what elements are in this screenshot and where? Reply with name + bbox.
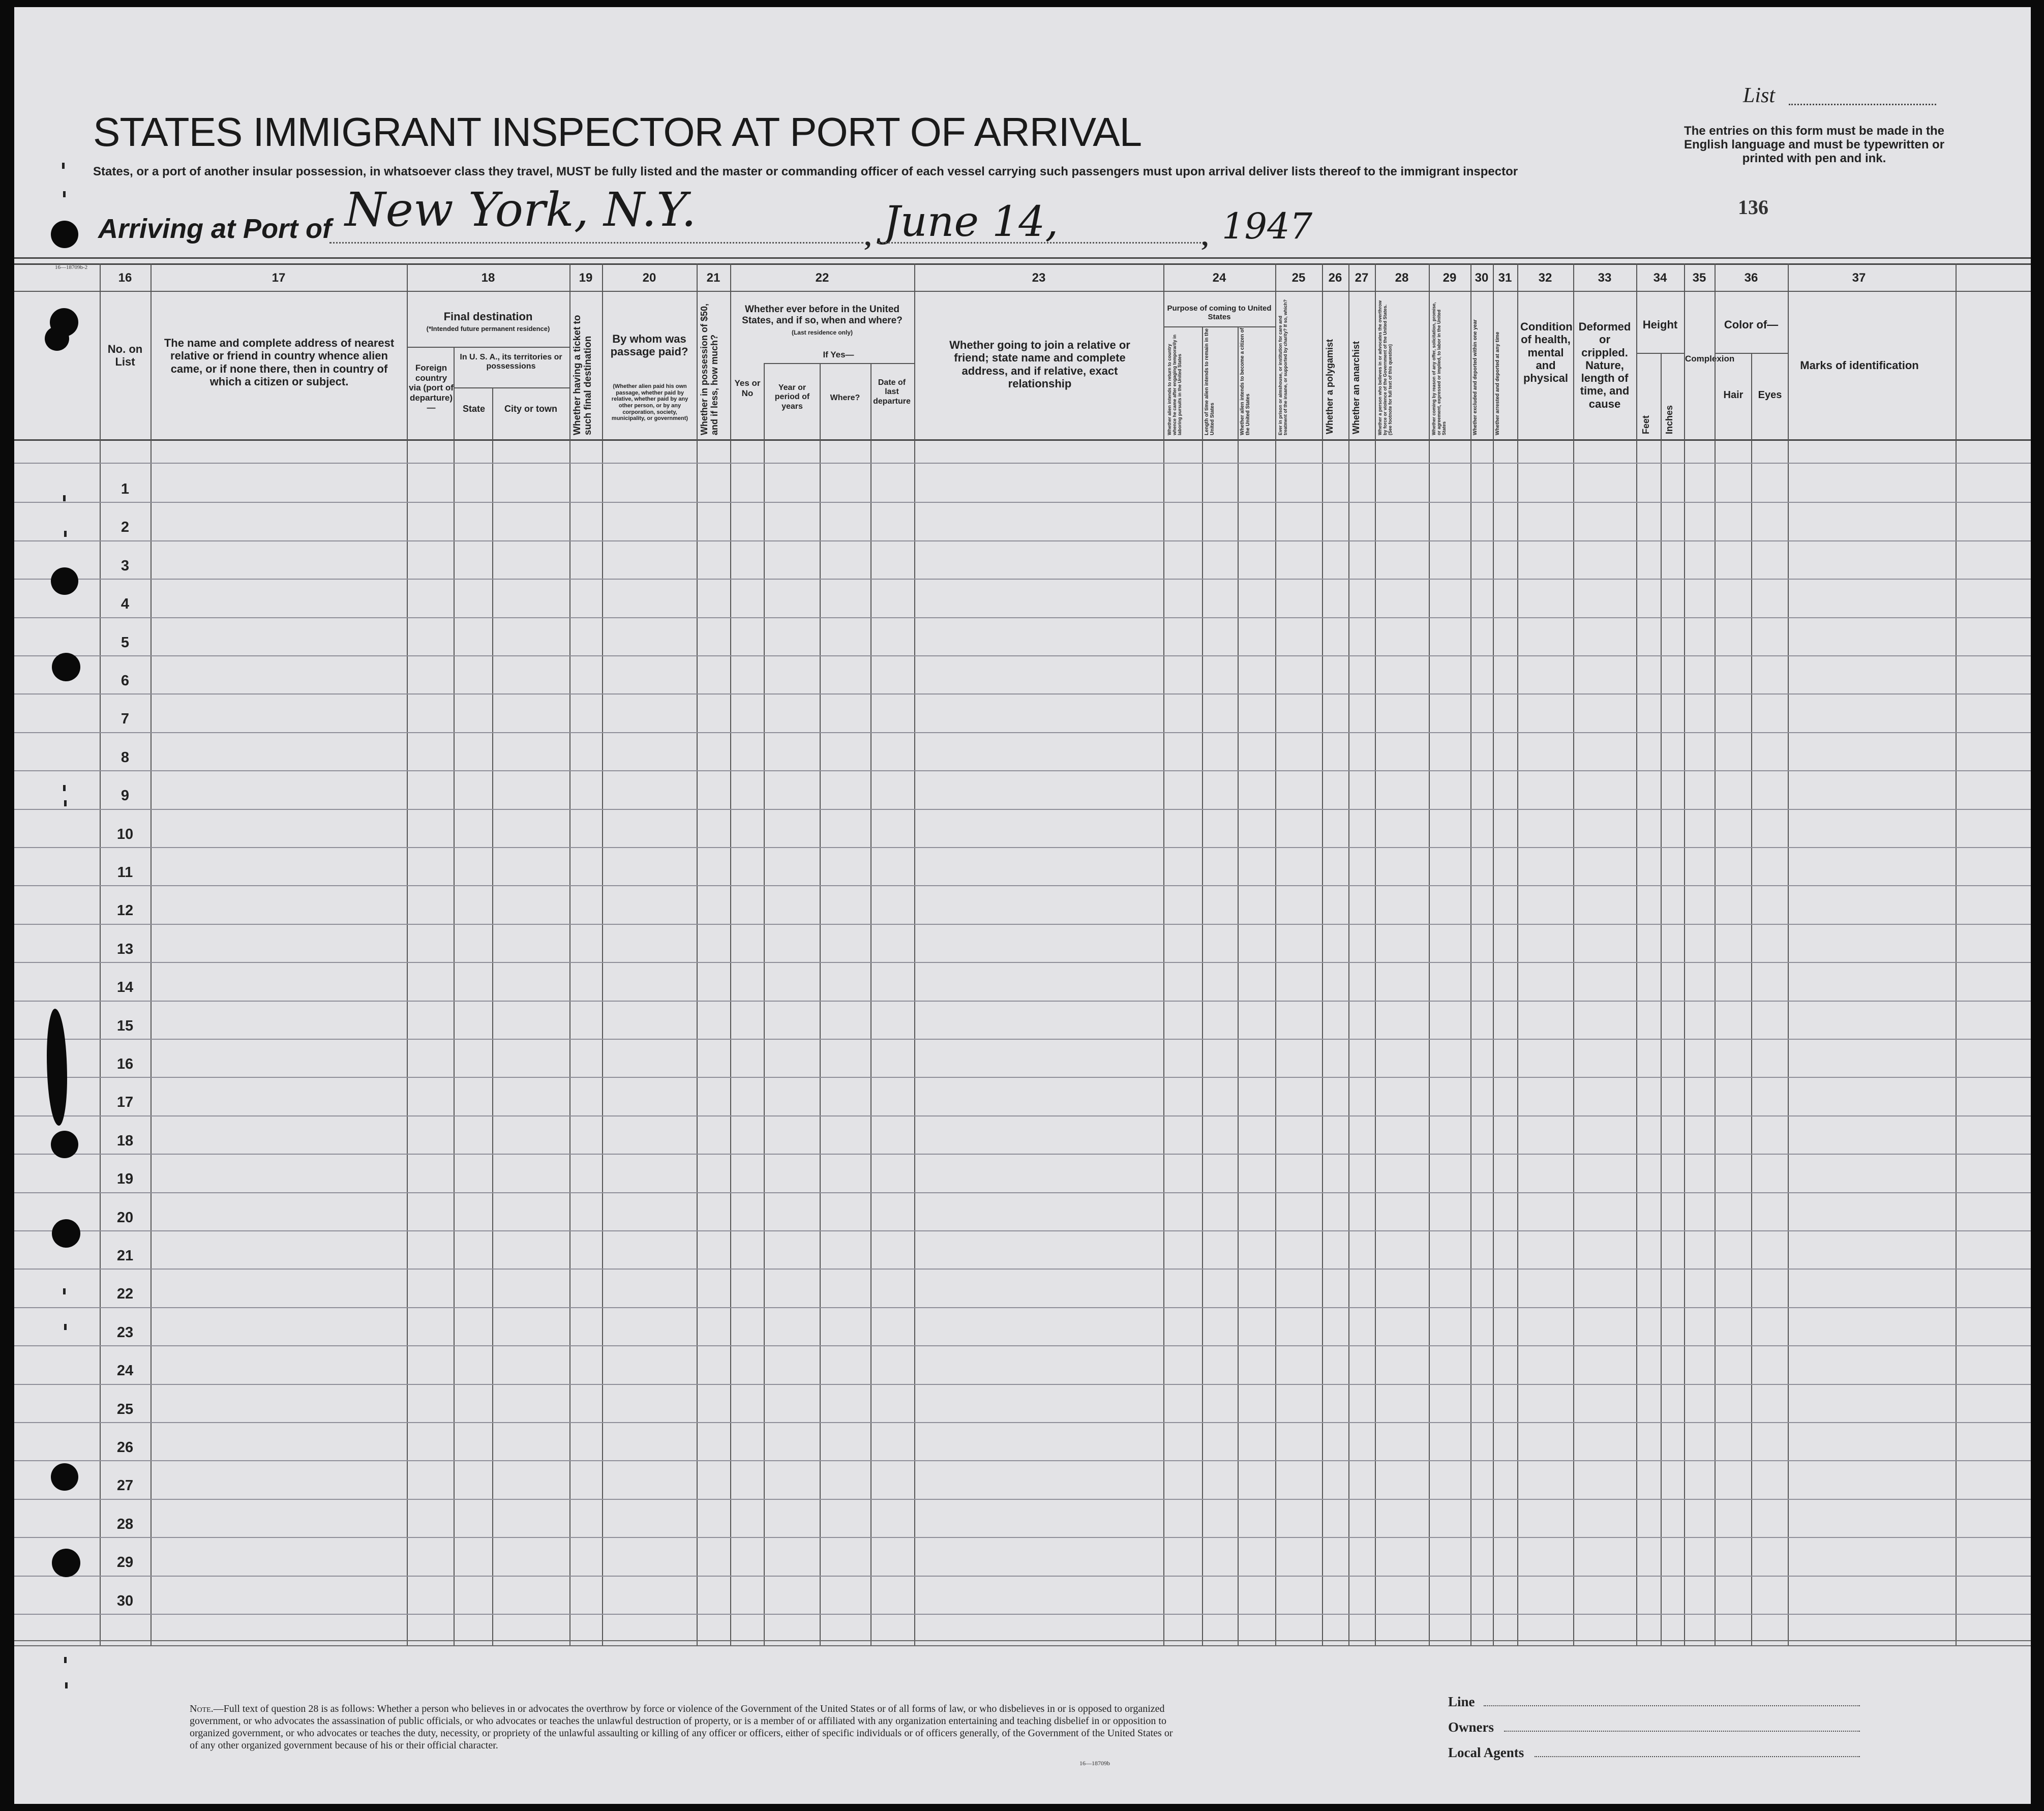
header-possession-50: Whether in possession of $50, and if less, how much? [699, 303, 719, 435]
row-number: 14 [116, 979, 134, 996]
row-number: 26 [116, 1439, 134, 1456]
row-line [14, 962, 2031, 963]
vline-32 [1517, 263, 1518, 1645]
date-field-line [879, 242, 1204, 244]
column-number-18: 18 [481, 271, 495, 285]
comma-separator-2: , [1201, 221, 1209, 252]
header-arrested-deported: Whether arrested and deported at any time [1495, 331, 1500, 435]
header-last-departure: Date of last departure [873, 378, 911, 406]
header-passage-paid-sub: (Whether alien paid his own passage, whether paid by relative, whether paid by any other person, or by any corporation, society, municipality, or government) [611, 383, 688, 422]
column-number-rule [14, 291, 2031, 292]
owners-field [1504, 1731, 1860, 1732]
header-purpose-length: Length of time alien intends to remain in the United States [1204, 328, 1215, 435]
edge-mark [62, 163, 65, 169]
row-line [14, 540, 2031, 541]
rule-24-sub [1163, 326, 1275, 327]
vline-20 [602, 263, 603, 1645]
edge-mark [63, 495, 66, 501]
vline-25 [1275, 263, 1276, 1645]
vline-28 [1375, 263, 1376, 1645]
row-line [14, 1230, 2031, 1231]
row-line [14, 847, 2031, 848]
row-number: 28 [116, 1516, 134, 1532]
edge-mark [64, 1657, 67, 1663]
rule-34-sub [1636, 353, 1684, 354]
vline-23 [914, 263, 915, 1645]
line-label: Line [1448, 1694, 1475, 1709]
vline-19 [569, 263, 570, 1645]
header-labor-offer: Whether coming by reason of any offer, solicitation, promise, or agreement, expressed or implied, to labor in the United States [1431, 302, 1447, 435]
row-line [14, 1269, 2031, 1270]
row-number: 29 [116, 1554, 134, 1571]
column-number-34: 34 [1653, 271, 1667, 285]
owners-label: Owners [1448, 1719, 1494, 1735]
column-number-33: 33 [1598, 271, 1612, 285]
header-no-on-list: No. on List [107, 343, 143, 369]
row-number: 7 [121, 711, 130, 728]
row-number: 2 [121, 519, 130, 536]
list-field-line [1789, 104, 1936, 105]
vline-29 [1429, 263, 1430, 1645]
vline-18b [492, 387, 493, 1645]
edge-mark [64, 1324, 67, 1330]
row-number: 13 [116, 941, 134, 957]
form-code-bottom: 16—18709b [1079, 1760, 1110, 1767]
binder-hole [52, 653, 80, 681]
header-in-usa: In U. S. A., its territories or possessions [460, 353, 562, 371]
column-number-21: 21 [706, 271, 720, 285]
edge-mark [64, 531, 67, 537]
row-line [14, 1001, 2031, 1002]
row-number: 12 [116, 902, 134, 919]
header-identification-marks: Marks of identification [1800, 359, 1919, 372]
column-number-35: 35 [1692, 271, 1706, 285]
column-number-28: 28 [1395, 271, 1409, 285]
comma-separator: , [864, 221, 871, 252]
column-number-24: 24 [1212, 271, 1226, 285]
row-number: 24 [116, 1363, 134, 1379]
header-ticket: Whether having a ticket to such final destination [572, 315, 593, 435]
row-number: 6 [121, 673, 130, 689]
edge-mark [64, 800, 67, 806]
row-line [14, 693, 2031, 695]
paper-tear [47, 1009, 67, 1126]
row-number: 1 [121, 481, 130, 497]
row-line [14, 1537, 2031, 1538]
edge-mark [63, 191, 66, 197]
header-where: Where? [830, 394, 860, 402]
note-text: —Full text of question 28 is as follows: Whether a person who believes in or advocates the overthrow by force or violence of the Government of the United States or of all forms of law, or who disbelieves in or is opposed to organized government, or who advocates the assassination of public officials, or who advocates or teaches the unlawful destruction of property, or is a member of or affiliated with any organization entertaining and teaching disbelief in or opposition to organized government, or who advocates or teaches the duty, necessity, or propriety of the unlawful assaulting or killing of any officer or officers, either of specific individuals or of officers generally, of the Government of the United States or of any other organized government because of his or their official character. [190, 1703, 1173, 1751]
column-number-25: 25 [1291, 271, 1306, 285]
row-line [14, 809, 2031, 810]
vline-35 [1684, 263, 1685, 1645]
header-final-destination: Final destination [443, 310, 533, 323]
row-line [14, 1384, 2031, 1385]
row-number: 15 [116, 1017, 134, 1034]
form-title: STATES IMMIGRANT INSPECTOR AT PORT OF ARRIVAL [93, 109, 1142, 155]
row-line [14, 1077, 2031, 1078]
row-line [14, 1154, 2031, 1155]
header-eyes: Eyes [1758, 389, 1782, 401]
column-number-23: 23 [1032, 271, 1046, 285]
header-rule-top [14, 257, 2031, 259]
row-line [14, 1422, 2031, 1423]
column-number-27: 27 [1355, 271, 1369, 285]
header-yes-no: Yes or No [734, 378, 761, 398]
row-line [14, 502, 2031, 503]
header-passage-paid: By whom was passage paid? [610, 333, 688, 358]
table-bottom-rule-2 [14, 1645, 2031, 1646]
header-purpose: Purpose of coming to United States [1167, 304, 1272, 322]
local-agents-field [1535, 1756, 1860, 1757]
header-purpose-citizen: Whether alien intends to become a citizen of the United States [1240, 327, 1251, 435]
vline-34 [1636, 263, 1637, 1645]
column-number-26: 26 [1328, 271, 1342, 285]
form-instructions: The entries on this form must be made in the English language and must be typewritten or printed with pen and ink. [1684, 124, 1945, 165]
page-number: 136 [1738, 196, 1768, 219]
row-line [14, 1576, 2031, 1577]
header-prison: Ever in prison or almshouse, or institution for care and treatment of the insane, or supported by charity? If so, which? [1278, 299, 1288, 435]
column-number-16: 16 [118, 271, 132, 285]
header-last-residence: (Last residence only) [791, 329, 853, 336]
vline-34a [1661, 353, 1662, 1645]
row-line [14, 732, 2031, 733]
binder-hole [45, 326, 69, 351]
row-line [14, 1307, 2031, 1308]
header-deformed: Deformed or crippled. Nature, length of time, and cause [1578, 320, 1631, 410]
edge-mark [63, 785, 66, 791]
header-final-destination-sub: (*Intended future permanent residence) [426, 325, 550, 333]
vline-22a [764, 363, 765, 1645]
port-handwritten: New York, N.Y. [345, 183, 697, 237]
row-line [14, 1115, 2031, 1116]
vline-33 [1573, 263, 1574, 1645]
vline-21 [697, 263, 698, 1645]
header-rule-2 [14, 263, 2031, 265]
vline-37 [1788, 263, 1789, 1645]
column-number-37: 37 [1852, 271, 1866, 285]
vline-36a [1751, 353, 1752, 1645]
form-code-top: 16—18709b-2 [55, 264, 88, 270]
header-inches: Inches [1664, 405, 1674, 434]
vline-22b [820, 363, 821, 1645]
edge-mark [65, 1682, 68, 1688]
arriving-label: Arriving at Port of [98, 214, 332, 244]
form-subtitle: States, or a port of another insular possession, in whatsoever class they travel, MUST be fully listed and the master or commanding officer of each vessel carrying such passengers must upon arrival deliver lists thereof to the immigrant inspector [93, 165, 1518, 178]
row-line [14, 924, 2031, 925]
row-line [14, 1345, 2031, 1346]
header-hair: Hair [1723, 389, 1744, 401]
year-handwritten: 1947 [1222, 205, 1313, 247]
row-number: 18 [116, 1132, 134, 1149]
row-number: 25 [116, 1401, 134, 1417]
row-number: 3 [121, 557, 130, 574]
vline-22c [870, 363, 871, 1645]
row-number: 23 [116, 1324, 134, 1341]
rule-18-sub [407, 347, 569, 348]
vline-24b [1238, 326, 1239, 1645]
row-line [14, 1614, 2031, 1615]
vline-27 [1348, 263, 1349, 1645]
header-complexion: Complexion [1685, 354, 1735, 364]
footnote-question-28 [190, 1703, 1181, 1752]
vline-24a [1202, 326, 1203, 1645]
table-bottom-rule [14, 1640, 2031, 1641]
immigration-manifest-page [14, 7, 2031, 1804]
binder-hole [51, 1463, 78, 1491]
header-anarchist: Whether an anarchist [1351, 341, 1361, 434]
vline-31 [1493, 263, 1494, 1645]
row-number: 19 [116, 1171, 134, 1188]
row-number: 4 [121, 596, 130, 613]
row-number: 30 [116, 1592, 134, 1609]
header-city-town: City or town [504, 404, 557, 414]
line-field [1484, 1705, 1860, 1706]
header-polygamist: Whether a polygamist [1325, 339, 1335, 434]
column-number-22: 22 [815, 271, 829, 285]
header-overthrow: Whether a person who believes in or advocates the overthrow by force or violence of the Government of the United States. (See footnote for full text of this question) [1377, 300, 1393, 435]
row-line [14, 655, 2031, 656]
header-year-period: Year or period of years [774, 383, 810, 411]
header-nearest-relative: The name and complete address of nearest relative or friend in country whence alien came, or if none there, then in country of which a citizen or subject. [164, 337, 395, 388]
column-number-30: 30 [1475, 271, 1489, 285]
header-if-yes: If Yes— [823, 350, 854, 359]
vline-18a [454, 347, 455, 1645]
rule-18-usa [454, 387, 569, 388]
row-number: 17 [116, 1094, 134, 1111]
local-agents-label: Local Agents [1448, 1745, 1524, 1760]
binder-hole [51, 221, 78, 248]
vline-30 [1470, 263, 1471, 1645]
row-line [14, 1039, 2031, 1040]
row-number: 9 [121, 788, 130, 804]
row-number: 8 [121, 749, 130, 766]
row-number: 10 [116, 826, 134, 842]
row-line [14, 579, 2031, 580]
header-rule-bottom [14, 439, 2031, 441]
row-number: 27 [116, 1477, 134, 1494]
rule-22-ifyes [764, 363, 914, 364]
binder-hole [51, 567, 78, 595]
row-guide-line [14, 463, 2031, 464]
column-number-17: 17 [272, 271, 286, 285]
vline-17 [151, 263, 152, 1645]
binder-hole [52, 1549, 80, 1577]
date-handwritten: June 14, [884, 198, 1059, 246]
edge-mark [63, 1288, 66, 1294]
header-excluded-deported: Whether excluded and deported within one year [1472, 319, 1478, 435]
header-ever-before-us: Whether ever before in the United States, and if so, when and where? [742, 304, 903, 326]
column-number-31: 31 [1498, 271, 1512, 285]
port-field-line [329, 242, 863, 244]
header-foreign-country: Foreign country via (port of departure)— [409, 363, 454, 413]
vline-end [1956, 263, 1957, 1645]
column-number-20: 20 [642, 271, 656, 285]
header-health: Condition of health, mental and physical [1520, 320, 1573, 385]
header-purpose-return: Whether alien intends to return to country whence he came after engaging temporarily in laboring pursuits in the United States [1167, 334, 1182, 435]
vline-22 [730, 263, 731, 1645]
header-feet: Feet [1641, 415, 1651, 434]
binder-hole [51, 1131, 78, 1158]
header-color-of: Color of— [1724, 318, 1779, 331]
header-height: Height [1642, 318, 1678, 331]
column-number-29: 29 [1442, 271, 1457, 285]
binder-hole [52, 1219, 80, 1248]
note-lead: Note. [190, 1703, 214, 1714]
vline-26 [1322, 263, 1323, 1645]
row-line [14, 770, 2031, 771]
header-state: State [462, 404, 485, 414]
row-line [14, 1192, 2031, 1193]
row-line [14, 1499, 2031, 1500]
row-line [14, 1460, 2031, 1461]
row-number: 11 [117, 864, 133, 881]
vline-36 [1715, 263, 1716, 1645]
row-number: 5 [121, 634, 130, 651]
header-join-relative: Whether going to join a relative or friend; state name and complete address, and if relative, exact relationship [949, 339, 1130, 390]
vline-24 [1163, 263, 1164, 1645]
column-number-32: 32 [1538, 271, 1552, 285]
row-line [14, 885, 2031, 886]
list-label: List [1743, 84, 1776, 107]
vline-18 [407, 263, 408, 1645]
row-number: 20 [116, 1209, 134, 1226]
row-number: 22 [116, 1286, 134, 1303]
row-line [14, 617, 2031, 618]
column-number-36: 36 [1744, 271, 1758, 285]
row-number: 16 [116, 1056, 134, 1072]
row-number: 21 [116, 1248, 134, 1264]
column-number-19: 19 [579, 271, 593, 285]
